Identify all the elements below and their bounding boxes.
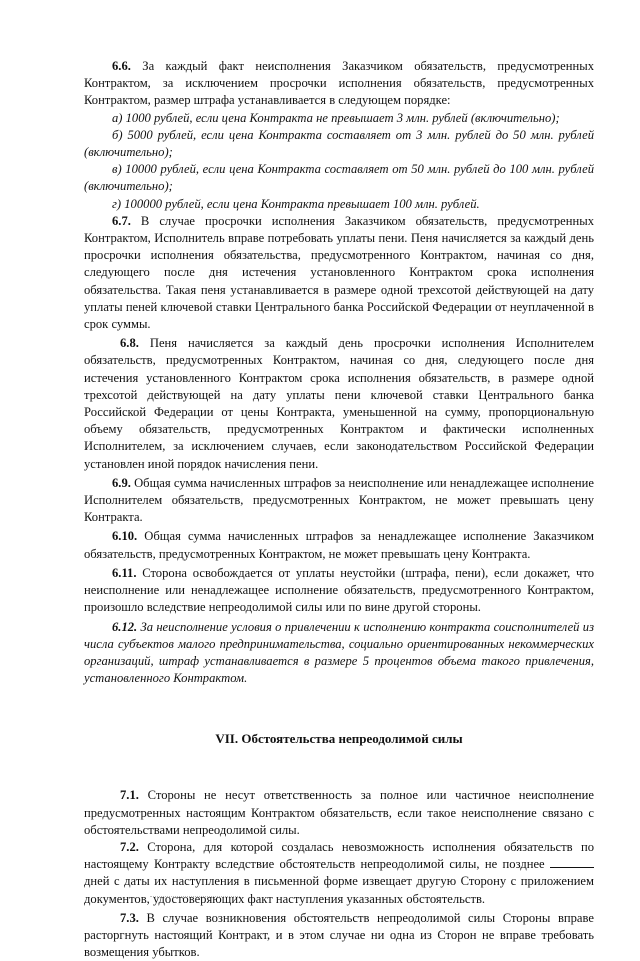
clause-7-1: [84, 787, 594, 839]
clause-6-6-item-c: в) 10000 рублей, если цена Контракта составляет от 50 млн. рублей до 100 млн. рублей (включительно);: [84, 162, 594, 194]
clause-text: Сторона освобождается от уплаты неустойки (штрафа, пени), если докажет, что неисполнение или ненадлежащее исполнение обязательств, предусмотренного Контрактом, произошло вследствие непреодолимой силы или по вине другой стороны.: [84, 565, 594, 615]
clause-number: 7.1.: [120, 788, 139, 803]
clause-6-12: [84, 619, 594, 688]
clause-6-6-item-a: а) 1000 рублей, если цена Контракта не превышает 3 млн. рублей (включительно);: [112, 110, 560, 125]
clause-number: 6.8.: [120, 336, 139, 351]
clause-6-11: [84, 565, 594, 617]
clause-text: За неисполнение условия о привлечении к исполнению контракта соисполнителей из числа субъектов малого предпринимательства, социально ориентированных некоммерческих организаций, штраф устанавливается в размере 5 процентов объема такого привлечения, установленного Контрактом.: [84, 619, 594, 686]
clause-6-9: [84, 475, 594, 527]
clause-text: В случае просрочки исполнения Заказчиком обязательств, предусмотренных Контрактом, Исполнитель вправе потребовать уплаты пени. Пеня начисляется за каждый день просрочки исполнения обязательства, предусмотренного Контрактом, начиная со дня, следующего после дня истечения установленного Контрактом срока исполнения обязательства. Такая пеня устанавливается в размере одной трехсотой действующей на дату уплаты пеней ключевой ставки Центрального банка Российской Федерации от неуплаченной в срок суммы.: [84, 213, 594, 332]
clause-7-3: [84, 910, 594, 961]
scan-artifact: [150, 896, 240, 899]
clause-6-6-item-d: г) 100000 рублей, если цена Контракта превышает 100 млн. рублей.: [112, 196, 480, 211]
clause-text-continued: дней с даты их наступления в письменной форме извещает другую Сторону с приложением документов, удостоверяющих факт наступления указанных обстоятельств.: [84, 874, 594, 906]
clause-text: За каждый факт неисполнения Заказчиком обязательств, предусмотренных Контрактом, за исключением просрочки исполнения обязательств, предусмотренных Контрактом, размер штрафа устанавливается в следующем порядке:: [84, 59, 594, 108]
blank-line: [550, 856, 594, 868]
clause-6-6: [84, 58, 594, 110]
clause-6-6-item-b: б) 5000 рублей, если цена Контракта составляет от 3 млн. рублей до 50 млн. рублей (включительно);: [84, 127, 594, 160]
clause-text: Сторона, для которой создалась невозможность исполнения обязательств по настоящему Контракту вследствие обстоятельств непреодолимой силы, не позднее: [84, 839, 594, 872]
clause-text: Пеня начисляется за каждый день просрочки исполнения Исполнителем обязательств, предусмотренных Контрактом, начиная со дня, следующего после дня истечения установленного Контрактом срока исполнения обязательств, в размере одной трехсотой действующей на дату уплаты пени ключевой ставки Центрального банка Российской Федерации от цены Контракта, уменьшенной на сумму, пропорциональную объему обязательств, предусмотренных Контрактом и фактически исполненных Исполнителем, за исключением случаев, если законодательством Российской Федерации установлен иной порядок начисления пени.: [84, 336, 594, 471]
clause-6-8: [84, 335, 594, 473]
clause-text: Стороны не несут ответственность за полное или частичное неисполнение предусмотренных настоящим Контрактом обязательств, если такое неисполнение связано с обстоятельствами непреодолимой силы.: [84, 788, 594, 837]
clause-number: 6.12.: [112, 619, 138, 634]
clause-number: 6.6.: [112, 59, 131, 73]
clause-number: 6.9.: [112, 475, 131, 490]
clause-number: 7.3.: [120, 910, 139, 925]
section-title: VII. Обстоятельства непреодолимой силы: [215, 731, 463, 747]
clause-text: В случае возникновения обстоятельств непреодолимой силы Стороны вправе расторгнуть настоящий Контракт, и в этом случае ни одна из Сторон не вправе требовать возмещения убытков.: [84, 910, 594, 960]
clause-text: Общая сумма начисленных штрафов за ненадлежащее исполнение Заказчиком обязательств, предусмотренных Контрактом, не может превышать цену Контракта.: [84, 529, 594, 561]
clause-text: Общая сумма начисленных штрафов за неисполнение или ненадлежащее исполнение Исполнителем обязательств, предусмотренных Контрактом, не может превышать цену Контракта.: [84, 475, 594, 525]
clause-number: 6.11.: [112, 565, 137, 580]
clause-6-10: [84, 528, 594, 562]
clause-number: 7.2.: [120, 839, 139, 854]
clause-number: 6.10.: [112, 529, 138, 544]
clause-6-7: [84, 213, 594, 333]
clause-number: 6.7.: [112, 213, 131, 228]
